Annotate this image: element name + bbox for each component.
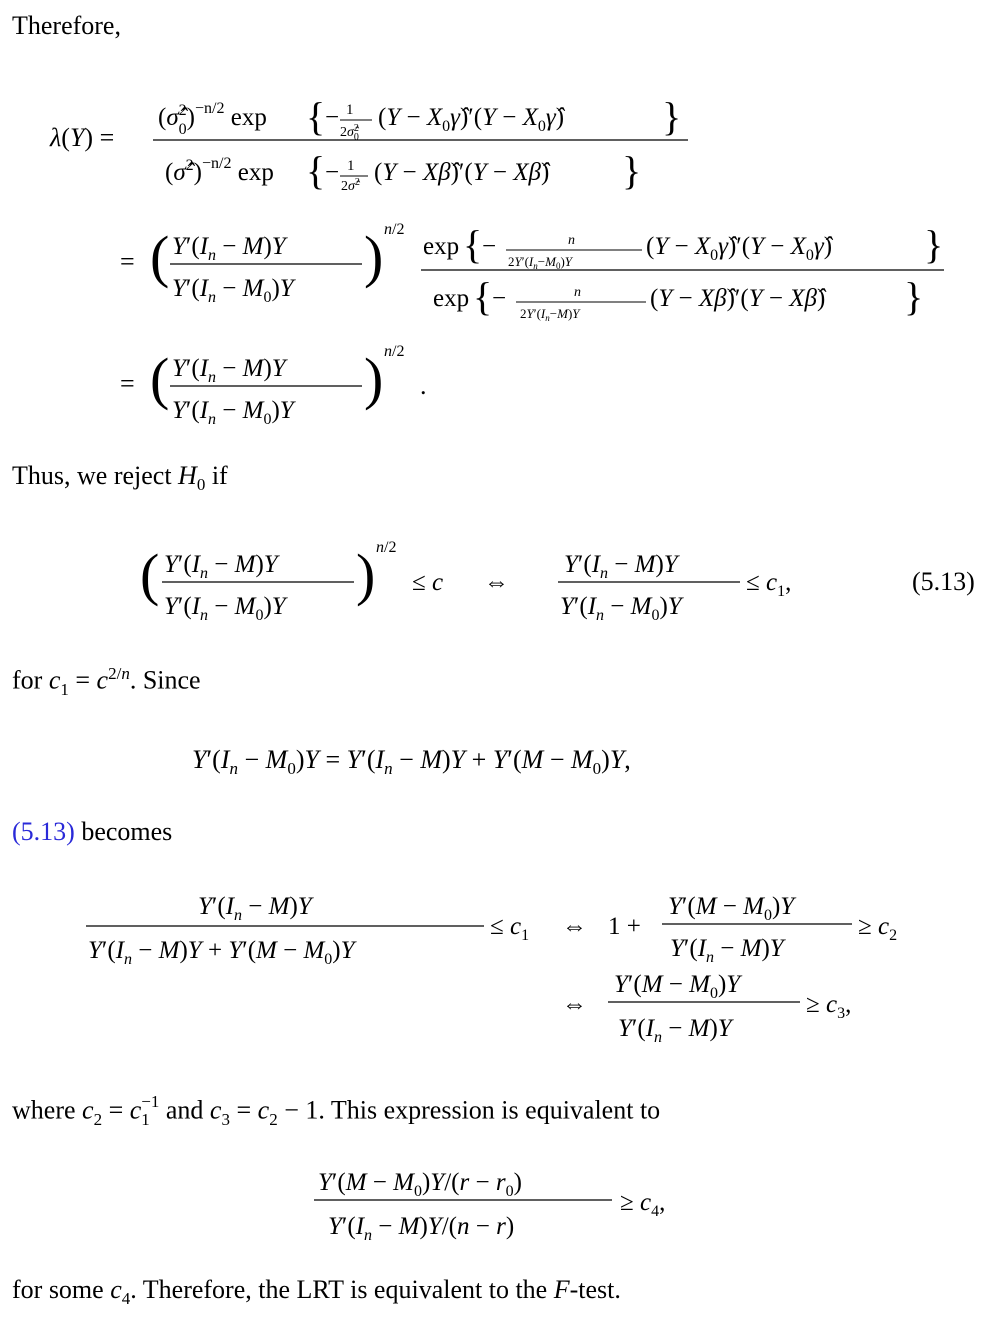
svg-text:): ): [364, 346, 384, 411]
equation-link[interactable]: (5.13): [12, 817, 75, 846]
svg-text:n/2: n/2: [376, 539, 397, 556]
paragraph-where: where $c_2 = c^{-1}$ 1 and $c_3 = c_2 - 1$. This expression is equivalent to: [12, 1092, 661, 1129]
svg-text:−: −: [325, 159, 340, 186]
svg-text:Y′(In − M)Y: $Y'(I_n - M)Y$: [172, 233, 286, 264]
svg-text:n/2: n/2: [384, 221, 405, 238]
svg-text:≥ c2: ≥ $c_2$: [858, 913, 898, 944]
svg-text:}: }: [904, 274, 924, 319]
text-where: where: [12, 1095, 83, 1125]
paragraph-for-c1: for $c_1 = c^{2/n}$. Since: [12, 664, 201, 699]
svg-text:1: 1: [346, 102, 354, 118]
lambda-numerator: [158, 94, 681, 143]
svg-text:Y′(M − M0)Y: $Y'(M - M_0)Y$: [614, 971, 741, 1002]
text-thus: Thus, we reject: [12, 461, 179, 490]
svg-text:(Y − X0γ̂)′(Y − X0γ̂): $(Y - X_0\gammâ)'(Y$ − $X_0\gammâ$): [646, 233, 833, 264]
svg-text:≥ c4,: ≥ $c_4$,: [620, 1189, 666, 1220]
svg-text:Y′(M − M0)Y/(r − r0): $Y'(M - M_0)Y/(r - r_0)$: [318, 1169, 522, 1200]
svg-text:(: (: [150, 346, 170, 411]
svg-text:1 +: 1 +: [608, 913, 641, 940]
svg-text:Y′(In − M)Y: $Y'(I_n - M)Y$: [670, 935, 784, 966]
svg-text:n/2: n/2: [384, 343, 405, 360]
svg-text:Y′(In − M0)Y: $Y'(I_n - M_0)Y$: [172, 397, 294, 428]
svg-text:(σ̂2)−n/2 exp: (σ̂$^2$)$^{-n/2}$ exp: [165, 155, 274, 186]
svg-text:exp: exp: [433, 285, 470, 312]
equation-number: (5.13): [912, 567, 975, 596]
text-and: and: [159, 1095, 210, 1125]
symbol-f: F: [553, 1275, 570, 1304]
text-for: for: [12, 665, 49, 695]
text-therefore: Therefore,: [12, 11, 121, 40]
svg-text:Y′(In − M)Y: $Y'(I_n - M)Y$: [172, 355, 286, 386]
svg-text:2Y′(In−M)Y: $2Y'(I_n-M)Y$: [520, 306, 580, 323]
svg-text:}: }: [622, 148, 642, 193]
text-equivalent: . This expression is equivalent to: [318, 1095, 661, 1125]
svg-text:Y′(In − M)Y + Y′(M − M0)Y: $Y'(I_n - M)Y + Y'(M - M_0)Y$: [88, 937, 355, 968]
svg-text:(Y − Xβ̂)′(Y − Xβ̂): (Y − Xβ̂)′(Y − Xβ̂): [650, 285, 826, 312]
svg-text:⇔: ⇔: [484, 569, 509, 596]
lr-line-2: [120, 221, 944, 323]
svg-text:≤ c1: ≤ $c_1$: [490, 913, 530, 944]
equation-5-13: [0, 530, 999, 630]
svg-text:(Y − X0γ̂)′(Y − X0γ̂): $(Y - X_0\gammâ)'(Y$ − $X_0\gammâ$): [378, 104, 565, 135]
svg-text:≥ c3,: ≥ $c_3$,: [806, 991, 852, 1022]
svg-text:Y′(M − M0)Y: $Y'(M - M_0)Y$: [668, 893, 795, 924]
svg-text:(: (: [140, 542, 160, 607]
svg-text:{: {: [473, 274, 493, 319]
svg-text:n: n: [568, 233, 575, 248]
text-for-some: for some: [12, 1275, 111, 1304]
equation-f-statistic: [0, 1150, 999, 1250]
svg-text:2σ̂20: 2σ̂$^2$ 0: [340, 123, 359, 143]
symbol-h: H: [178, 461, 197, 490]
text-therefore-lrt: . Therefore, the LRT is equivalent to the: [130, 1275, 554, 1304]
svg-text:Y′(In − M)Y: $Y'(I_n - M)Y$: [564, 551, 678, 582]
svg-text:−: −: [492, 285, 507, 312]
paragraph-becomes: [12, 816, 172, 848]
equation-becomes: [0, 880, 999, 1060]
equation-decomposition: [0, 730, 999, 790]
svg-text:(: (: [150, 224, 170, 289]
svg-text:}: }: [662, 94, 682, 139]
svg-text:λ(Y) =: λ(Y) =: [50, 123, 115, 152]
svg-text:2Y′(In−M0)Y: $2Y'(I_n-M_0)Y$: [508, 254, 573, 271]
svg-text:{: {: [306, 148, 326, 193]
text-becomes: becomes: [74, 817, 173, 846]
svg-text:2σ̂2: 2σ̂$^2$: [341, 177, 360, 194]
svg-text:}: }: [924, 222, 944, 267]
text-since: . Since: [129, 665, 201, 695]
text-test: -test.: [569, 1275, 621, 1304]
svg-text:−: −: [482, 233, 497, 260]
svg-text:⇔: ⇔: [562, 913, 587, 940]
text-if: if: [205, 461, 228, 490]
svg-text:{: {: [306, 94, 326, 139]
svg-text:Y′(In − M0)Y: $Y'(I_n - M_0)Y$: [560, 593, 682, 624]
svg-text:1: 1: [347, 158, 355, 174]
svg-text:n: n: [574, 285, 581, 300]
paragraph-thus: [12, 460, 228, 501]
svg-text:−: −: [325, 104, 340, 131]
svg-text:Y′(In − M)Y: $Y'(I_n - M)Y$: [198, 893, 312, 924]
lambda-denominator: [165, 148, 641, 194]
lambda-lhs: [49, 123, 114, 152]
svg-text:=: =: [120, 369, 135, 398]
svg-text:exp: exp: [423, 233, 460, 260]
svg-text:Y′(In − M0)Y: $Y'(I_n - M_0)Y$: [164, 593, 286, 624]
svg-text:Y′(In − M)Y: $Y'(I_n - M)Y$: [164, 551, 278, 582]
equation-likelihood-ratio: [0, 80, 999, 440]
svg-text:=: =: [120, 247, 135, 276]
lr-line-3: [120, 343, 427, 428]
svg-text:(Y − Xβ̂)′(Y − Xβ̂): (Y − Xβ̂)′(Y − Xβ̂): [374, 159, 550, 186]
svg-text:.: .: [420, 371, 427, 400]
svg-text:): ): [364, 224, 384, 289]
svg-text:≤ c: ≤ c: [412, 569, 444, 596]
svg-text:Y′(In − M0)Y: $Y'(I_n - M_0)Y$: [172, 275, 294, 306]
symbol-h-sub: 0: [196, 475, 206, 495]
svg-text:): ): [356, 542, 376, 607]
svg-text:{: {: [463, 222, 483, 267]
paragraph-conclusion: for some $c_4$. Therefore, the LRT is equivalent to the F-test.: [12, 1275, 621, 1309]
svg-text:Y′(In − M)Y: $Y'(I_n - M)Y$: [618, 1015, 732, 1046]
svg-text:≤ c1,: ≤ $c_1$,: [746, 569, 792, 600]
svg-text:⇔: ⇔: [562, 991, 587, 1018]
svg-text:Y′(In − M0)Y = Y′(In − M)Y + Y: $Y'(I_n - M_0)Y = Y'(I_n - M)Y + Y'(M - M_0)Y$,: [192, 745, 631, 778]
svg-text:(σ̂20)−n/2 exp: (σ̂$^2$ 0)$^{-n/2}$ exp: [158, 100, 267, 138]
paragraph-therefore: [12, 10, 121, 42]
svg-text:Y′(In − M)Y/(n − r): $Y'(I_n - M)Y/(n - r)$: [328, 1213, 515, 1244]
